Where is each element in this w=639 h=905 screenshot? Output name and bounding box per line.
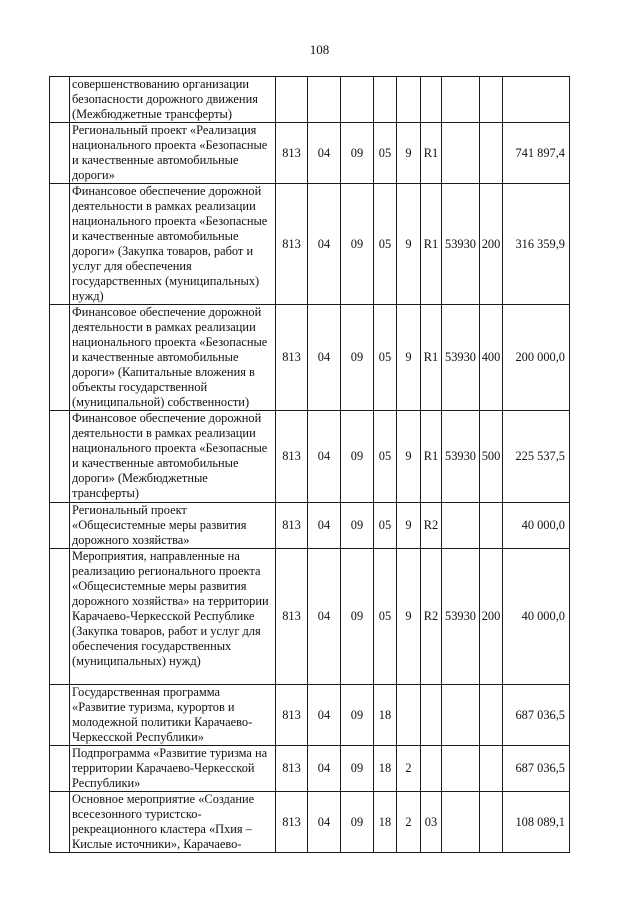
subprogram-cell: 9 bbox=[397, 305, 421, 411]
budget-table bbox=[49, 76, 570, 853]
expense-type-cell: 200 bbox=[480, 549, 503, 685]
amount-cell: 108 089,1 bbox=[503, 792, 570, 853]
row-marker-cell bbox=[50, 792, 70, 853]
program-cell: 05 bbox=[374, 123, 397, 184]
program-cell: 05 bbox=[374, 184, 397, 305]
direction-cell: 53930 bbox=[442, 411, 480, 503]
item-name-cell: Подпрограмма «Развитие туризма на территории Карачаево-Черкесской Республики» bbox=[70, 746, 276, 792]
item-name-cell: Финансовое обеспечение дорожной деятельности в рамках реализации национального проекта «Безопасные и качественные автомобильные дороги» (Капитальные вложения в объекты государственной (муниципальной) собственности) bbox=[70, 305, 276, 411]
amount-cell: 225 537,5 bbox=[503, 411, 570, 503]
subsection-cell: 09 bbox=[341, 123, 374, 184]
subsection-cell: 09 bbox=[341, 184, 374, 305]
admin-code-cell: 813 bbox=[276, 184, 308, 305]
expense-type-cell: 500 bbox=[480, 411, 503, 503]
row-marker-cell bbox=[50, 746, 70, 792]
subprogram-cell bbox=[397, 685, 421, 746]
table-row bbox=[50, 305, 570, 411]
admin-code-cell: 813 bbox=[276, 123, 308, 184]
expense-type-cell bbox=[480, 746, 503, 792]
event-cell bbox=[421, 746, 442, 792]
event-cell: R1 bbox=[421, 184, 442, 305]
amount-cell: 741 897,4 bbox=[503, 123, 570, 184]
direction-cell bbox=[442, 503, 480, 549]
subsection-cell: 09 bbox=[341, 305, 374, 411]
item-name-cell: Региональный проект «Реализация национального проекта «Безопасные и качественные автомобильные дороги» bbox=[70, 123, 276, 184]
subsection-cell: 09 bbox=[341, 746, 374, 792]
table-row bbox=[50, 503, 570, 549]
direction-cell bbox=[442, 792, 480, 853]
subsection-cell: 09 bbox=[341, 792, 374, 853]
admin-code-cell: 813 bbox=[276, 746, 308, 792]
item-name-cell: Финансовое обеспечение дорожной деятельности в рамках реализации национального проекта «Безопасные и качественные автомобильные дороги» (Закупка товаров, работ и услуг для обеспечения государственных (муниципальных) нужд) bbox=[70, 184, 276, 305]
table-row bbox=[50, 685, 570, 746]
direction-cell bbox=[442, 746, 480, 792]
subprogram-cell: 9 bbox=[397, 503, 421, 549]
expense-type-cell bbox=[480, 503, 503, 549]
subprogram-cell: 2 bbox=[397, 792, 421, 853]
table-row bbox=[50, 77, 570, 123]
subprogram-cell: 9 bbox=[397, 123, 421, 184]
amount-cell: 316 359,9 bbox=[503, 184, 570, 305]
subprogram-cell: 9 bbox=[397, 549, 421, 685]
program-cell: 05 bbox=[374, 503, 397, 549]
section-cell: 04 bbox=[308, 305, 341, 411]
program-cell: 05 bbox=[374, 411, 397, 503]
amount-cell: 200 000,0 bbox=[503, 305, 570, 411]
subsection-cell: 09 bbox=[341, 685, 374, 746]
subsection-cell bbox=[341, 77, 374, 123]
admin-code-cell bbox=[276, 77, 308, 123]
subprogram-cell bbox=[397, 77, 421, 123]
section-cell: 04 bbox=[308, 184, 341, 305]
program-cell: 18 bbox=[374, 792, 397, 853]
table-row bbox=[50, 184, 570, 305]
section-cell bbox=[308, 77, 341, 123]
page-number: 108 bbox=[309, 42, 330, 57]
admin-code-cell: 813 bbox=[276, 685, 308, 746]
event-cell: 03 bbox=[421, 792, 442, 853]
program-cell: 18 bbox=[374, 746, 397, 792]
expense-type-cell bbox=[480, 792, 503, 853]
amount-cell: 40 000,0 bbox=[503, 549, 570, 685]
admin-code-cell: 813 bbox=[276, 305, 308, 411]
table-row bbox=[50, 746, 570, 792]
program-cell: 05 bbox=[374, 549, 397, 685]
table-row bbox=[50, 792, 570, 853]
row-marker-cell bbox=[50, 549, 70, 685]
direction-cell bbox=[442, 123, 480, 184]
admin-code-cell: 813 bbox=[276, 411, 308, 503]
program-cell bbox=[374, 77, 397, 123]
event-cell: R2 bbox=[421, 503, 442, 549]
section-cell: 04 bbox=[308, 411, 341, 503]
row-marker-cell bbox=[50, 184, 70, 305]
row-marker-cell bbox=[50, 411, 70, 503]
expense-type-cell bbox=[480, 685, 503, 746]
event-cell: R2 bbox=[421, 549, 442, 685]
subprogram-cell: 9 bbox=[397, 184, 421, 305]
event-cell: R1 bbox=[421, 123, 442, 184]
row-marker-cell bbox=[50, 305, 70, 411]
item-name-cell: Государственная программа «Развитие туризма, курортов и молодежной политики Карачаево-Черкесской Республики» bbox=[70, 685, 276, 746]
amount-cell: 687 036,5 bbox=[503, 746, 570, 792]
table-row bbox=[50, 411, 570, 503]
subsection-cell: 09 bbox=[341, 411, 374, 503]
section-cell: 04 bbox=[308, 685, 341, 746]
table-row bbox=[50, 123, 570, 184]
section-cell: 04 bbox=[308, 746, 341, 792]
event-cell: R1 bbox=[421, 411, 442, 503]
amount-cell: 40 000,0 bbox=[503, 503, 570, 549]
subsection-cell: 09 bbox=[341, 549, 374, 685]
item-name-cell: Региональный проект «Общесистемные меры развития дорожного хозяйства» bbox=[70, 503, 276, 549]
event-cell bbox=[421, 685, 442, 746]
amount-cell bbox=[503, 77, 570, 123]
section-cell: 04 bbox=[308, 792, 341, 853]
section-cell: 04 bbox=[308, 503, 341, 549]
direction-cell: 53930 bbox=[442, 184, 480, 305]
program-cell: 05 bbox=[374, 305, 397, 411]
item-name-cell: Мероприятия, направленные на реализацию регионального проекта «Общесистемные меры развития дорожного хозяйства» на территории Карачаево-Черкесской Республике (Закупка товаров, работ и услуг для обеспечения государственных (муниципальных) нужд) bbox=[70, 549, 276, 685]
expense-type-cell: 200 bbox=[480, 184, 503, 305]
expense-type-cell bbox=[480, 77, 503, 123]
expense-type-cell bbox=[480, 123, 503, 184]
direction-cell bbox=[442, 77, 480, 123]
row-marker-cell bbox=[50, 77, 70, 123]
row-marker-cell bbox=[50, 685, 70, 746]
item-name-cell: совершенствованию организации безопасности дорожного движения (Межбюджетные трансферты) bbox=[70, 77, 276, 123]
program-cell: 18 bbox=[374, 685, 397, 746]
admin-code-cell: 813 bbox=[276, 792, 308, 853]
item-name-cell: Основное мероприятие «Создание всесезонного туристско-рекреационного кластера «Пхия – Кислые источники», Карачаево- bbox=[70, 792, 276, 853]
subprogram-cell: 2 bbox=[397, 746, 421, 792]
admin-code-cell: 813 bbox=[276, 503, 308, 549]
event-cell: R1 bbox=[421, 305, 442, 411]
section-cell: 04 bbox=[308, 549, 341, 685]
expense-type-cell: 400 bbox=[480, 305, 503, 411]
subsection-cell: 09 bbox=[341, 503, 374, 549]
direction-cell: 53930 bbox=[442, 549, 480, 685]
item-name-cell: Финансовое обеспечение дорожной деятельности в рамках реализации национального проекта «Безопасные и качественные автомобильные дороги» (Межбюджетные трансферты) bbox=[70, 411, 276, 503]
admin-code-cell: 813 bbox=[276, 549, 308, 685]
direction-cell bbox=[442, 685, 480, 746]
subprogram-cell: 9 bbox=[397, 411, 421, 503]
direction-cell: 53930 bbox=[442, 305, 480, 411]
table-row bbox=[50, 549, 570, 685]
event-cell bbox=[421, 77, 442, 123]
section-cell: 04 bbox=[308, 123, 341, 184]
amount-cell: 687 036,5 bbox=[503, 685, 570, 746]
row-marker-cell bbox=[50, 123, 70, 184]
row-marker-cell bbox=[50, 503, 70, 549]
